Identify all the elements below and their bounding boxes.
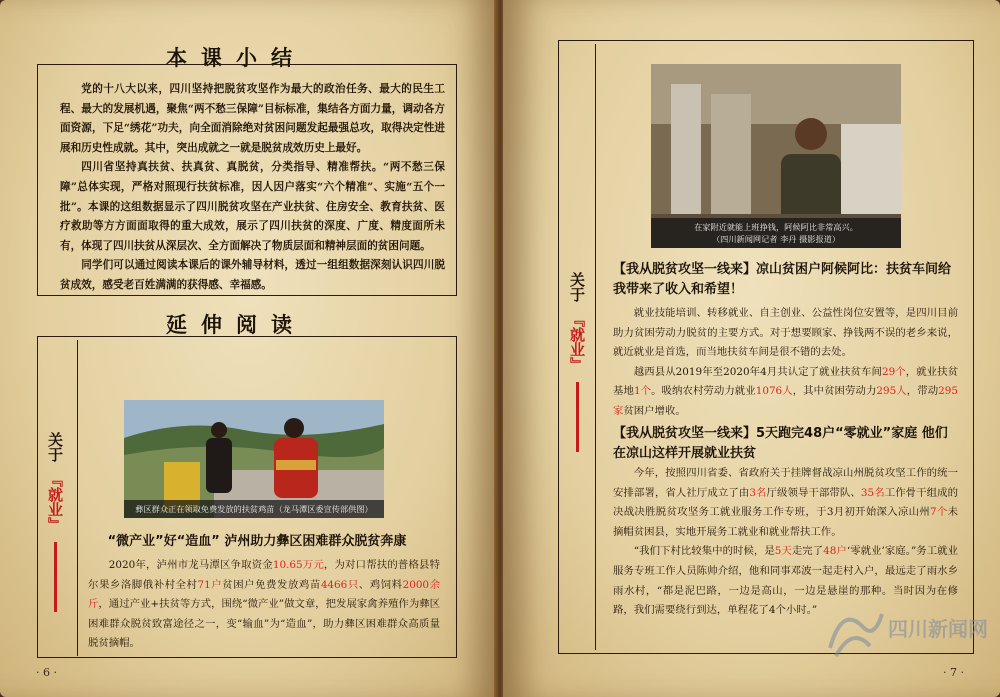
tab-prefix: 关于 bbox=[568, 272, 586, 302]
stat-number: 29个 bbox=[881, 365, 906, 378]
body-text: 走完了 bbox=[791, 545, 824, 558]
stat-number: 1个 bbox=[633, 385, 652, 398]
body-text: ‘零就业’家庭。”务工就业服务专班工作人员陈帅介绍，他和同事邓波一起走村入户，最远走了雨水乡雨水村，“都是泥巴路，一边是高山，一边是悬崖的那种。当时因为在修路，我们需要绕行到达，单程花了4个小时。” bbox=[613, 545, 958, 617]
page-number: · 7 · bbox=[943, 666, 964, 679]
page-number: · 6 · bbox=[36, 666, 57, 679]
stat-number: 48户 bbox=[823, 545, 847, 558]
body-text: 厅级领导干部带队、 bbox=[766, 486, 861, 499]
employment-tab bbox=[562, 272, 592, 452]
article2-title: 【我从脱贫攻坚一线来】5天跑完48户“零就业”家庭 他们在凉山这样开展就业扶贫 bbox=[613, 426, 948, 461]
body-text: 工作骨干组成的决战决胜脱贫攻坚务工就业服务工作专班，于3月初开始深入凉山州 bbox=[613, 486, 959, 519]
body-text: 。吸纳农村劳动力就业 bbox=[651, 385, 756, 398]
body-text: ，为对口帮扶的普格县特尔果乡洛脚俄补村全村 bbox=[88, 559, 441, 591]
article-title: “微产业”好“造血” 泸州助力彝区困难群众脱贫奔康 bbox=[107, 534, 407, 549]
stat-number: 295家 bbox=[613, 385, 959, 417]
photo-caption bbox=[651, 218, 901, 248]
body-text: ，通过产业+扶贫等方式，围绕“微产业”做文章，把发展家禽养殖作为彝区困难群众脱贫致富途径之一，变“输血”为“造血”，助力彝区困难群众高质量脱贫摘帽。 bbox=[88, 598, 441, 650]
left-page bbox=[0, 0, 497, 697]
stat-number: 4466只 bbox=[320, 578, 359, 591]
chicken-photo bbox=[124, 400, 384, 518]
tab-divider bbox=[595, 44, 596, 650]
stat-number: 3名 bbox=[749, 486, 767, 499]
article1-body bbox=[613, 304, 958, 422]
stat-number: 5天 bbox=[774, 545, 792, 558]
article1-paragraph: 就业技能培训、转移就业、自主创业、公益性岗位安置等，是四川目前助力贫困劳动力脱贫的主要方式。对于想要顾家、挣钱两不误的老乡来说，就近就业是首选，而当地扶贫车间是很不错的去处。 bbox=[613, 307, 958, 359]
stat-number: 1076人 bbox=[755, 385, 793, 398]
summary-paragraph: 四川省坚持真扶贫、扶真贫、真脱贫，分类指导、精准帮扶。“两不愁三保障”总体实现，严格对照现行扶贫标准，因人因户落实“六个精准”、实施“五个一批”。本课的这组数据显示了四川脱贫攻坚在产业扶贫、住房安全、教育扶贫、医疗救助等方方面面取得的重大成效，展示了四川扶贫的深度、广度、精度面所未有，体现了四川扶贫从深层次、全方面解决了物质层面和精神层面的贫困问题。 bbox=[60, 161, 445, 252]
body-text: “我们下村比较集中的时候，是 bbox=[633, 545, 775, 558]
summary-paragraph: 党的十八大以来，四川坚持把脱贫攻坚作为最大的政治任务、最大的民生工程、最大的发展机遇，聚焦“两不愁三保障”目标标准，集结各方面力量，调动各方面资源，下足“绣花”功夫，向全面消除绝对贫困问题发起最强总攻，取得决定性进展和历史性成就。其中，突出成就之一就是脱贫成效历史上最好。 bbox=[60, 83, 445, 154]
summary-paragraph: 同学们可以通过阅读本课后的课外辅导材料，透过一组组数据深刻认识四川脱贫成效，感受老百姓满满的获得感、幸福感。 bbox=[60, 259, 445, 291]
body-text: 、鸡饲料 bbox=[358, 578, 403, 591]
body-text: 贫困户免费发放鸡苗 bbox=[222, 578, 321, 591]
tab-highlight: 『就业』 bbox=[568, 312, 586, 372]
watermark-logo bbox=[822, 596, 992, 666]
article-body bbox=[88, 556, 440, 654]
stat-number: 10.65万元 bbox=[272, 559, 324, 571]
body-text: ，就业扶贫基地 bbox=[613, 365, 958, 398]
tab-red-bar bbox=[576, 382, 579, 452]
body-text: 贫困户增收。 bbox=[623, 404, 686, 417]
body-text: 越西县从2019年至2020年4月共认定了就业扶贫车间 bbox=[633, 365, 882, 378]
photo-caption: 彝区群众正在领取免费发放的扶贫鸡苗（龙马潭区委宣传部供图） bbox=[124, 500, 384, 518]
tab-divider bbox=[77, 340, 78, 656]
stat-number: 2000余斤 bbox=[88, 578, 440, 611]
watermark-emblem-icon bbox=[822, 596, 992, 666]
stat-number: 35名 bbox=[860, 486, 885, 499]
employment-tab bbox=[40, 432, 70, 612]
worker-photo bbox=[651, 64, 901, 248]
caption-line: 在家附近就能上班挣钱，阿候阿比非常高兴。 bbox=[694, 222, 858, 232]
tab-prefix: 关于 bbox=[46, 432, 64, 462]
stat-number: 295人 bbox=[876, 385, 907, 398]
summary-text bbox=[60, 80, 445, 296]
tab-highlight: 『就业』 bbox=[46, 472, 64, 532]
article1-title: 【我从脱贫攻坚一线来】凉山贫困户阿候阿比：扶贫车间给我带来了收入和希望！ bbox=[613, 262, 952, 297]
body-text: ，带动 bbox=[906, 385, 939, 398]
stat-number: 71户 bbox=[197, 578, 223, 591]
right-page bbox=[503, 0, 1000, 697]
summary-heading: 本课小结 bbox=[166, 46, 306, 70]
body-text: 2020年，泸州市龙马潭区争取资金 bbox=[108, 559, 273, 571]
caption-line: （四川新闻网记者 李丹 摄影报道） bbox=[711, 234, 841, 244]
tab-red-bar bbox=[54, 542, 57, 612]
stat-number: 7个 bbox=[930, 506, 948, 519]
body-text: ，其中贫困劳动力 bbox=[792, 385, 877, 398]
reading-heading: 延伸阅读 bbox=[166, 313, 306, 337]
watermark-text: 四川新闻网 bbox=[888, 617, 988, 641]
body-text: 未摘帽贫困县，实地开展务工就业和就业帮扶工作。 bbox=[613, 506, 958, 538]
body-text: 今年，按照四川省委、省政府关于挂牌督战凉山州脱贫攻坚工作的统一安排部署，省人社厅成立了由 bbox=[613, 467, 958, 499]
